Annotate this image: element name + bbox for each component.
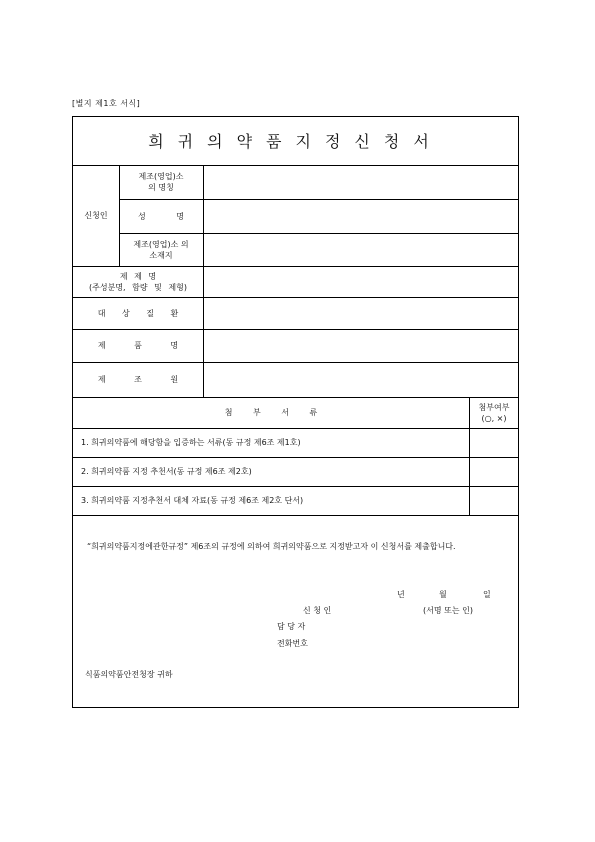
signature-note: (서명 또는 인) (423, 606, 473, 615)
formulation-label: 제 제 명 (주성분명, 함량 및 제형) (89, 271, 187, 292)
target-disease-field[interactable] (204, 297, 524, 329)
attachment-item-1: 1. 희귀의약품에 해당함을 입증하는 서류(동 규정 제6조 제1호) (81, 438, 301, 447)
applicant-group-label: 신청인 (84, 211, 108, 220)
manufacturer-field[interactable] (204, 362, 524, 397)
manufacturer-label: 제 조 원 (97, 375, 179, 384)
application-form (72, 116, 519, 708)
formulation-field[interactable] (204, 266, 524, 297)
business-address-label: 제조(영업)소 의 소재지 (133, 239, 189, 260)
date-year-label: 년 (397, 590, 405, 599)
attachment-check-3[interactable] (470, 486, 518, 515)
business-name-label: 제조(영업)소 의 명칭 (138, 172, 184, 192)
attachment-check-2[interactable] (470, 457, 518, 486)
name-label: 성 명 (138, 211, 184, 221)
attachment-check-1[interactable] (470, 428, 518, 457)
attachment-item-2: 2. 희귀의약품 지정 추천서(동 규정 제6조 제2호) (81, 467, 252, 476)
recipient-line: 식품의약품안전청장 귀하 (85, 670, 173, 679)
application-statement: “희귀의약품지정에관한규정” 제6조의 규정에 의하여 희귀의약품으로 지정받고자 이 신청서를 제출합니다. (87, 542, 456, 551)
signature-applicant-label: 신 청 인 (303, 606, 332, 615)
form-number-label: [별지 제1호 서식] (72, 99, 141, 108)
name-field[interactable] (204, 199, 524, 233)
product-name-field[interactable] (204, 329, 524, 362)
form-title: 희귀의약품지정신청서 (148, 131, 443, 151)
phone-label: 전화번호 (277, 639, 308, 648)
attachment-check-header: 첨부여부 (○, ×) (478, 402, 510, 423)
date-day-label: 일 (483, 590, 491, 599)
date-month-label: 월 (439, 590, 447, 599)
target-disease-label: 대 상 질 환 (97, 308, 179, 318)
attachments-header: 첨 부 서 류 (224, 408, 318, 417)
attachment-item-3: 3. 희귀의약품 지정추천서 대체 자료(동 규정 제6조 제2호 단서) (81, 496, 304, 505)
business-name-field[interactable] (204, 165, 524, 199)
product-name-label: 제 품 명 (97, 341, 179, 350)
business-address-field[interactable] (204, 233, 524, 266)
staff-label: 담 당 자 (277, 622, 306, 631)
